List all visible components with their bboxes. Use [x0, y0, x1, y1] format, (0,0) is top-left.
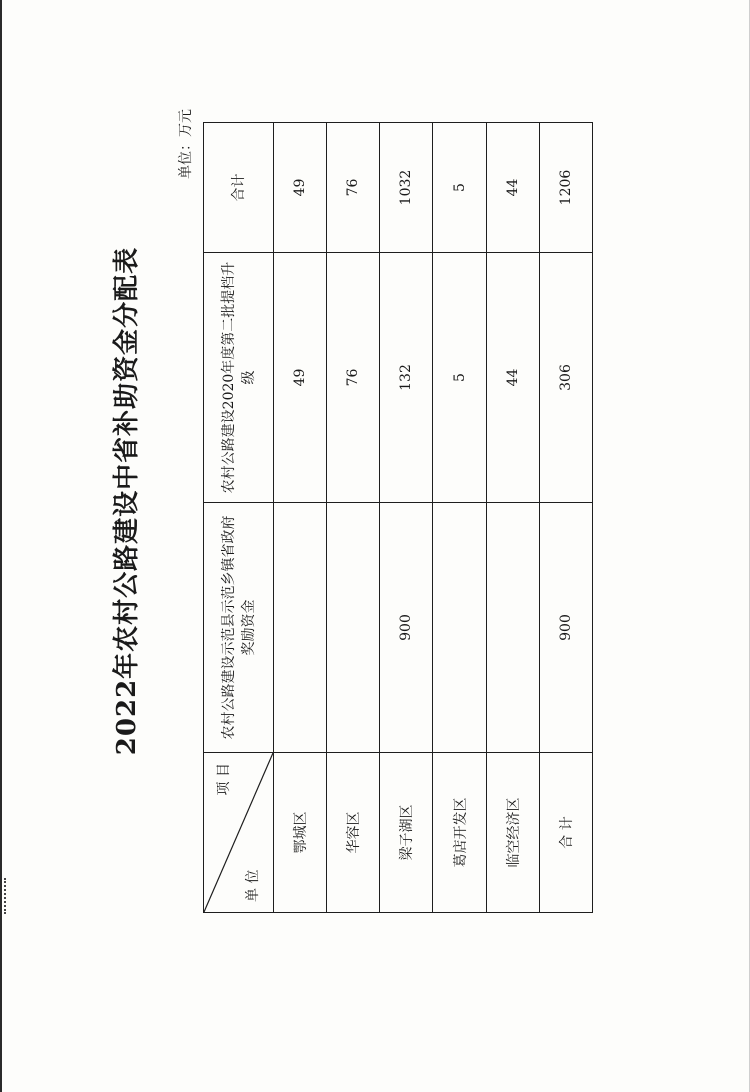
- row-upgrade-fund: 76: [327, 253, 380, 503]
- table-row: [274, 123, 327, 913]
- column-header-total: 合计: [204, 123, 274, 253]
- corner-header-cell: [204, 753, 274, 913]
- table-total-row: [539, 123, 592, 913]
- row-unit: 鄂城区: [274, 753, 327, 913]
- total-demo-fund: 900: [539, 503, 592, 753]
- table-row: [327, 123, 380, 913]
- total-label: 合 计: [539, 753, 592, 913]
- unit-note: 单位：万元: [178, 109, 194, 179]
- total-upgrade-fund: 306: [539, 253, 592, 503]
- row-total: 5: [433, 123, 486, 253]
- row-demo-fund: [433, 503, 486, 753]
- document-title: 2022年农村公路建设中省补助资金分配表: [112, 246, 142, 756]
- row-total: 76: [327, 123, 380, 253]
- table-row: [380, 123, 433, 913]
- row-demo-fund: 900: [380, 503, 433, 753]
- row-upgrade-fund: 5: [433, 253, 486, 503]
- total-sum: 1206: [539, 123, 592, 253]
- table-row: [433, 123, 486, 913]
- column-header-upgrade-fund: 农村公路建设2020年度第二批提档升级: [204, 253, 274, 503]
- table-row: [486, 123, 539, 913]
- page-left-border: [0, 0, 2, 1092]
- row-upgrade-fund: 132: [380, 253, 433, 503]
- corner-project-label: 项 目: [216, 763, 232, 796]
- binding-dots: [4, 878, 8, 914]
- row-total: 1032: [380, 123, 433, 253]
- row-unit: 葛店开发区: [433, 753, 486, 913]
- corner-unit-label: 单 位: [245, 869, 261, 902]
- row-demo-fund: [274, 503, 327, 753]
- row-demo-fund: [327, 503, 380, 753]
- row-upgrade-fund: 44: [486, 253, 539, 503]
- row-unit: 华容区: [327, 753, 380, 913]
- row-upgrade-fund: 49: [274, 253, 327, 503]
- row-unit: 临空经济区: [486, 753, 539, 913]
- row-total: 44: [486, 123, 539, 253]
- row-total: 49: [274, 123, 327, 253]
- rotated-document: [95, 71, 605, 931]
- table-header-row: [204, 123, 274, 913]
- allocation-table: [203, 122, 593, 913]
- row-unit: 梁子湖区: [380, 753, 433, 913]
- row-demo-fund: [486, 503, 539, 753]
- column-header-demo-fund: 农村公路建设示范县示范乡镇省政府奖励资金: [204, 503, 274, 753]
